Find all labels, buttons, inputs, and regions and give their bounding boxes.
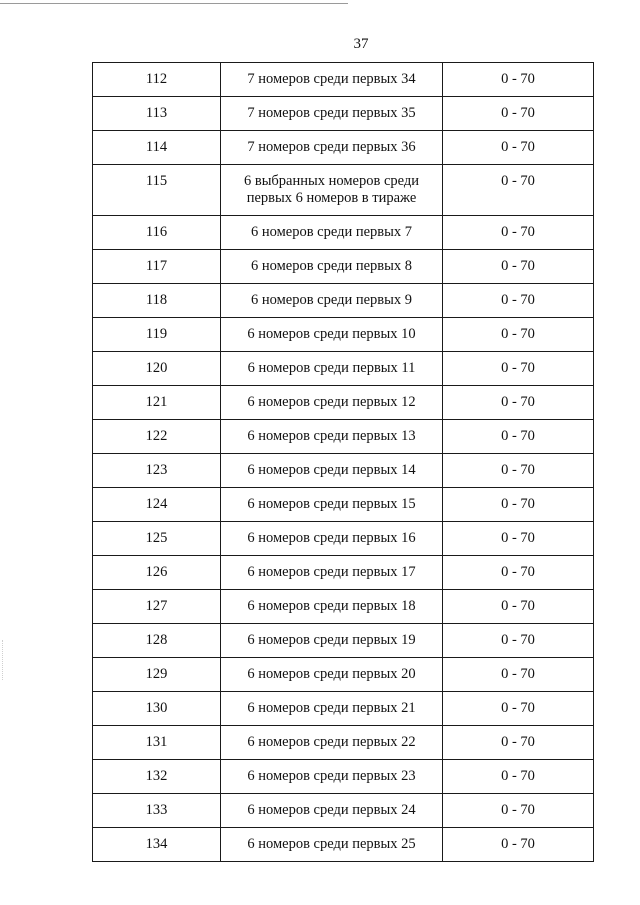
row-range: 0 - 70 xyxy=(443,488,594,522)
scan-margin-mark xyxy=(2,640,4,680)
table-row xyxy=(93,318,594,352)
row-description: 6 выбранных номеров среди первых 6 номеров в тираже xyxy=(221,165,443,216)
row-range: 0 - 70 xyxy=(443,386,594,420)
row-number: 123 xyxy=(93,454,221,488)
row-number: 118 xyxy=(93,284,221,318)
row-range: 0 - 70 xyxy=(443,216,594,250)
row-range: 0 - 70 xyxy=(443,522,594,556)
row-number: 128 xyxy=(93,624,221,658)
row-range: 0 - 70 xyxy=(443,318,594,352)
table-row xyxy=(93,165,594,216)
row-number: 121 xyxy=(93,386,221,420)
row-range: 0 - 70 xyxy=(443,352,594,386)
row-number: 125 xyxy=(93,522,221,556)
table-row xyxy=(93,250,594,284)
row-description: 6 номеров среди первых 20 xyxy=(221,658,443,692)
table-row xyxy=(93,794,594,828)
row-description: 6 номеров среди первых 13 xyxy=(221,420,443,454)
row-description: 7 номеров среди первых 35 xyxy=(221,97,443,131)
row-number: 113 xyxy=(93,97,221,131)
row-description: 7 номеров среди первых 36 xyxy=(221,131,443,165)
row-description: 6 номеров среди первых 15 xyxy=(221,488,443,522)
table-row xyxy=(93,488,594,522)
top-rule xyxy=(0,3,348,4)
row-description: 6 номеров среди первых 8 xyxy=(221,250,443,284)
row-number: 134 xyxy=(93,828,221,862)
row-description: 6 номеров среди первых 17 xyxy=(221,556,443,590)
row-description: 6 номеров среди первых 10 xyxy=(221,318,443,352)
table-row xyxy=(93,63,594,97)
row-range: 0 - 70 xyxy=(443,250,594,284)
table-row xyxy=(93,216,594,250)
row-number: 131 xyxy=(93,726,221,760)
row-number: 126 xyxy=(93,556,221,590)
row-range: 0 - 70 xyxy=(443,284,594,318)
table-row xyxy=(93,97,594,131)
table-row xyxy=(93,522,594,556)
table-row xyxy=(93,828,594,862)
row-range: 0 - 70 xyxy=(443,658,594,692)
row-description: 6 номеров среди первых 24 xyxy=(221,794,443,828)
row-description: 6 номеров среди первых 9 xyxy=(221,284,443,318)
row-description: 6 номеров среди первых 7 xyxy=(221,216,443,250)
table-row xyxy=(93,556,594,590)
row-range: 0 - 70 xyxy=(443,131,594,165)
row-range: 0 - 70 xyxy=(443,726,594,760)
row-range: 0 - 70 xyxy=(443,420,594,454)
row-number: 122 xyxy=(93,420,221,454)
row-description: 6 номеров среди первых 22 xyxy=(221,726,443,760)
row-range: 0 - 70 xyxy=(443,97,594,131)
row-description: 7 номеров среди первых 34 xyxy=(221,63,443,97)
row-range: 0 - 70 xyxy=(443,760,594,794)
row-range: 0 - 70 xyxy=(443,828,594,862)
table-row xyxy=(93,131,594,165)
row-number: 120 xyxy=(93,352,221,386)
row-range: 0 - 70 xyxy=(443,63,594,97)
row-range: 0 - 70 xyxy=(443,165,594,216)
row-number: 127 xyxy=(93,590,221,624)
row-range: 0 - 70 xyxy=(443,692,594,726)
row-description: 6 номеров среди первых 18 xyxy=(221,590,443,624)
row-number: 132 xyxy=(93,760,221,794)
table-row xyxy=(93,726,594,760)
row-description: 6 номеров среди первых 11 xyxy=(221,352,443,386)
table-row xyxy=(93,386,594,420)
table-row xyxy=(93,420,594,454)
row-range: 0 - 70 xyxy=(443,794,594,828)
row-range: 0 - 70 xyxy=(443,454,594,488)
bet-table xyxy=(92,62,594,862)
row-description: 6 номеров среди первых 14 xyxy=(221,454,443,488)
table-row xyxy=(93,760,594,794)
row-range: 0 - 70 xyxy=(443,590,594,624)
row-number: 133 xyxy=(93,794,221,828)
row-number: 119 xyxy=(93,318,221,352)
row-description: 6 номеров среди первых 19 xyxy=(221,624,443,658)
row-description: 6 номеров среди первых 25 xyxy=(221,828,443,862)
table-row xyxy=(93,352,594,386)
row-range: 0 - 70 xyxy=(443,556,594,590)
row-number: 117 xyxy=(93,250,221,284)
table-row xyxy=(93,590,594,624)
table-row xyxy=(93,658,594,692)
table-row xyxy=(93,454,594,488)
table-row xyxy=(93,284,594,318)
row-description: 6 номеров среди первых 21 xyxy=(221,692,443,726)
row-number: 112 xyxy=(93,63,221,97)
row-description: 6 номеров среди первых 23 xyxy=(221,760,443,794)
table-row xyxy=(93,692,594,726)
row-range: 0 - 70 xyxy=(443,624,594,658)
row-description: 6 номеров среди первых 16 xyxy=(221,522,443,556)
row-number: 115 xyxy=(93,165,221,216)
table-row xyxy=(93,624,594,658)
row-number: 114 xyxy=(93,131,221,165)
row-number: 129 xyxy=(93,658,221,692)
row-number: 130 xyxy=(93,692,221,726)
row-number: 124 xyxy=(93,488,221,522)
page-number: 37 xyxy=(353,36,369,52)
row-number: 116 xyxy=(93,216,221,250)
row-description: 6 номеров среди первых 12 xyxy=(221,386,443,420)
